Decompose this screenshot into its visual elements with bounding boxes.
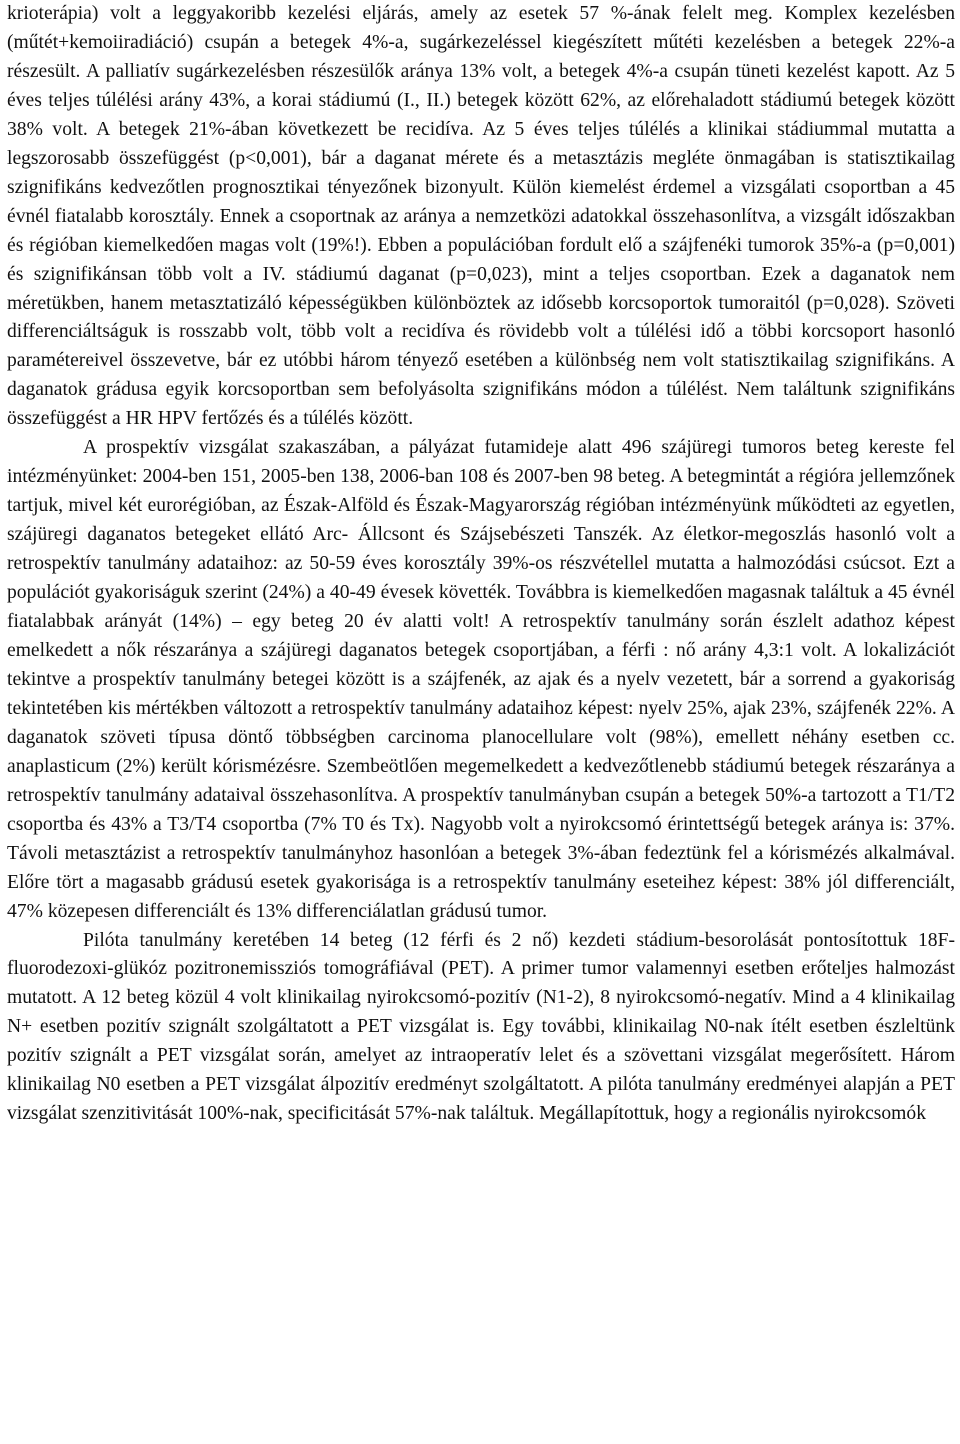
paragraph-pilot-study: Pilóta tanulmány keretében 14 beteg (12 férfi és 2 nő) kezdeti stádium-besorolását pontosítottuk 18F-fluorodezoxi-glükóz pozitronemissziós tomográfiával (PET). A primer tumor valamennyi esetben erőteljes halmozást mutatott. A 12 beteg közül 4 volt klinikailag nyirokcsomó-pozitív (N1-2), 8 nyirokcsomó-negatív. Mind a 4 klinikailag N+ esetben pozitív szignált szolgáltatott a PET vizsgálat is. Egy további, klinikailag N0-nak ítélt esetben észleltünk pozitív szignált a PET vizsgálat során, amelyet az intraoperatív lelet és a szövettani vizsgálat megerősített. Három klinikailag N0 esetben a PET vizsgálat álpozitív eredményt szolgáltatott. A pilóta tanulmány eredményei alapján a PET vizsgálat szenzitivitását 100%-nak, specificitását 57%-nak találtuk. Megállapítottuk, hogy a regionális nyirokcsomók <box>7 929 955 1125</box>
document-page <box>7 0 955 1129</box>
paragraph-prospective-study: A prospektív vizsgálat szakaszában, a pályázat futamideje alatt 496 szájüregi tumoros beteg kereste fel intézményünket: 2004-ben 151, 2005-ben 138, 2006-ban 108 és 2007-ben 98 beteg. A betegmintát a régióra jellemzőnek tartjuk, mivel két eurorégióban, az Észak-Alföld és Észak-Magyarország régióban intézményünk működteti az egyetlen, szájüregi daganatos betegeket ellátó Arc- Állcsont és Szájsebészeti Tanszék. Az életkor-megoszlás hasonló volt a retrospektív tanulmány adataihoz: az 50-59 éves korosztály 39%-os részvétellel mutatta a halmozódási csúcsot. Ezt a populációt gyakoriságuk szerint (24%) a 40-49 évesek követték. Továbbra is kiemelkedően magasnak találtuk a 45 évnél fiatalabbak arányát (14%) – egy beteg 20 év alatti volt! A retrospektív tanulmány során észlelt adathoz képest emelkedett a nők részaránya a szájüregi daganatos betegek csoportjában, a férfi : nő arány 4,3:1 volt. A lokalizációt tekintve a prospektív tanulmány betegei között is a szájfenék, az ajak és a nyelv vezetett, bár a sorrend a gyakoriság tekintetében kis mértékben változott a retrospektív tanulmány adataihoz képest: nyelv 25%, ajak 23%, szájfenék 22%. A daganatok szöveti típusa döntő többségben carcinoma planocellulare volt (98%), emellett néhány esetben cc. anaplasticum (2%) került kórismézésre. Szembeötlően megemelkedett a kedvezőtlenebb stádiumú betegek részaránya a retrospektív tanulmány adataival összehasonlítva. A prospektív tanulmányban csupán a betegek 50%-a tartozott a T1/T2 csoportba és 43% a T3/T4 csoportba (7% T0 és Tx). Nagyobb volt a nyirokcsomó érintettségű betegek aránya is: 37%. Távoli metasztázist a retrospektív tanulmányhoz hasonlóan a betegek 3%-ában fedeztünk fel a kórismézés alkalmával. Előre tört a magasabb grádusú esetek gyakorisága is a retrospektív tanulmány eseteihez képest: 38% jól differenciált, 47% közepesen differenciált és 13% differenciálatlan grádusú tumor. <box>7 437 955 922</box>
paragraph-survival-results: krioterápia) volt a leggyakoribb kezelési eljárás, amely az esetek 57 %-ának felelt meg. Komplex kezelésben (műtét+kemoiiradiáció) csupán a betegek 4%-a, sugárkezeléssel kiegészített műtéti kezelésben a betegek 22%-a részesült. A palliatív sugárkezelésben részesülők aránya 13% volt, a betegek 4%-a csupán tüneti kezelést kapott. Az 5 éves teljes túlélési arány 43%, a korai stádiumú (I., II.) betegek között 62%, az előrehaladott stádiumú betegek között 38% volt. A betegek 21%-ában következett be recidíva. Az 5 éves teljes túlélés a klinikai stádiummal mutatta a legszorosabb összefüggést (p<0,001), bár a daganat mérete és a metasztázis megléte önmagában is statisztikailag szignifikáns kedvezőtlen prognosztikai tényezőnek bizonyult. Külön kiemelést érdemel a vizsgálati csoportban a 45 évnél fiatalabb korosztály. Ennek a csoportnak az aránya a nemzetközi adatokkal összehasonlítva, a vizsgált időszakban és régióban kiemelkedően magas volt (19%!). Ebben a populációban fordult elő a szájfenéki tumorok 35%-a (p=0,001) és szignifikánsan több volt a IV. stádiumú daganat (p=0,023), mint a teljes csoportban. Ezek a daganatok nem méretükben, hanem metasztatizáló képességükben különböztek az idősebb korcsoportok tumoraitól (p=0,028). Szöveti differenciáltságuk is rosszabb volt, több volt a recidíva és rövidebb volt a túlélési idő a többi korcsoport hasonló paramétereivel összevetve, bár ez utóbbi három tényező esetében a különbség nem volt statisztikailag szignifikáns. A daganatok grádusa egyik korcsoportban sem befolyásolta szignifikáns módon a túlélést. Nem találtunk szignifikáns összefüggést a HR HPV fertőzés és a túlélés között. <box>7 3 955 430</box>
